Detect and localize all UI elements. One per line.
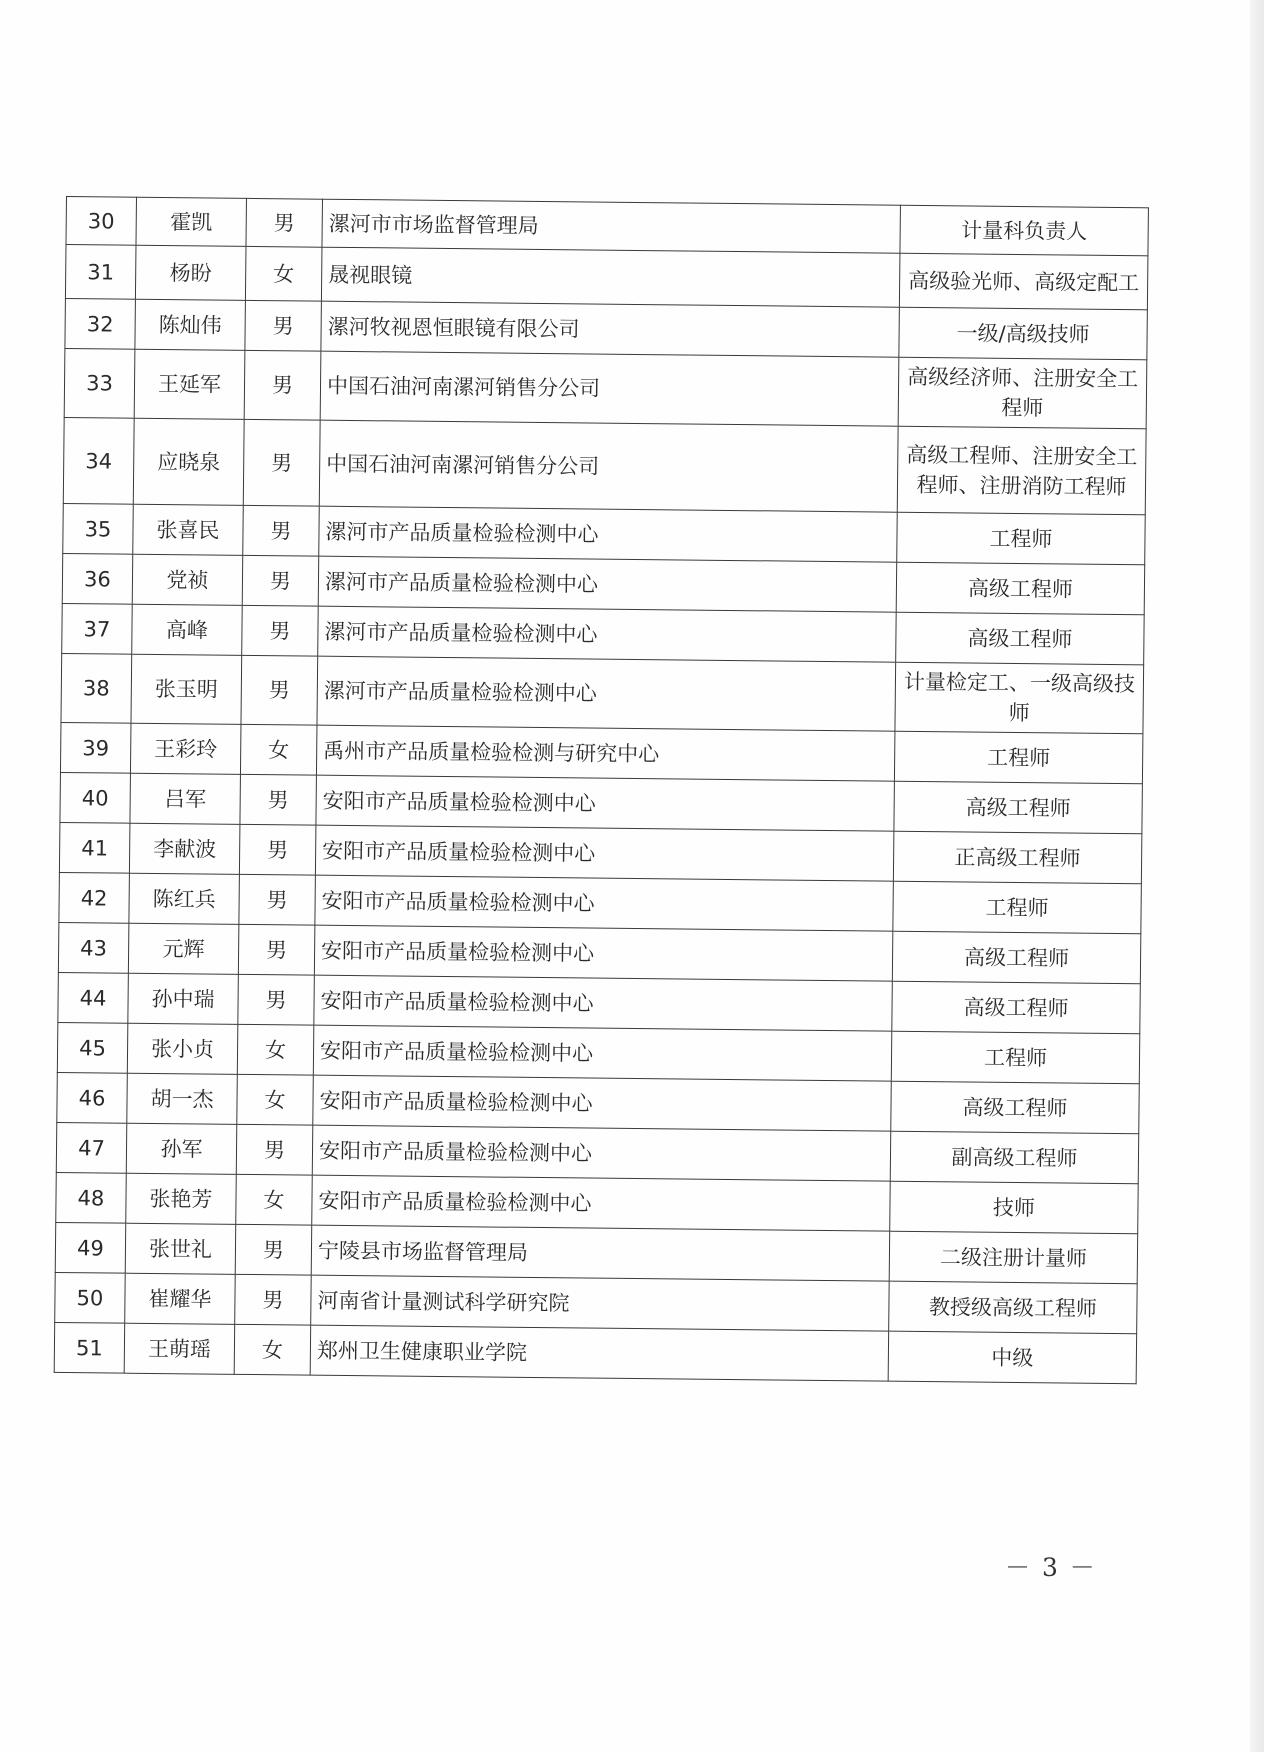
professional-title: 高级工程师、注册安全工程师、注册消防工程师 <box>897 426 1146 515</box>
professional-title: 工程师 <box>897 512 1146 565</box>
gender: 男 <box>239 874 316 925</box>
professional-title: 计量检定工、一级高级技师 <box>895 662 1144 734</box>
row-number: 34 <box>63 417 134 504</box>
professional-title: 中级 <box>888 1331 1137 1384</box>
gender: 男 <box>235 1274 312 1325</box>
row-number: 30 <box>66 197 136 246</box>
person-name: 王延军 <box>134 349 245 419</box>
row-number: 41 <box>59 822 130 873</box>
work-unit: 安阳市产品质量检验检测中心 <box>314 975 892 1031</box>
row-number: 45 <box>57 1022 128 1073</box>
person-name: 元辉 <box>128 923 239 974</box>
row-number: 50 <box>55 1272 126 1323</box>
person-name: 高峰 <box>132 604 243 655</box>
person-name: 杨盼 <box>135 245 246 300</box>
work-unit: 晟视眼镜 <box>321 247 900 307</box>
table-row <box>64 348 1147 428</box>
row-number: 36 <box>62 553 133 604</box>
row-number: 39 <box>60 722 131 773</box>
professional-title: 工程师 <box>893 881 1142 934</box>
professional-title: 高级工程师 <box>896 612 1145 665</box>
gender: 女 <box>237 1074 314 1125</box>
professional-title: 副高级工程师 <box>890 1131 1139 1184</box>
gender: 男 <box>238 974 315 1025</box>
row-number: 44 <box>58 972 129 1023</box>
row-number: 49 <box>55 1222 126 1273</box>
personnel-table <box>54 196 1149 1384</box>
row-number: 38 <box>61 653 132 723</box>
row-number: 47 <box>56 1122 127 1173</box>
person-name: 李献波 <box>129 823 240 874</box>
gender: 男 <box>242 555 319 606</box>
gender: 男 <box>240 774 317 825</box>
person-name: 张世礼 <box>125 1223 236 1274</box>
row-number: 37 <box>62 603 133 654</box>
work-unit: 郑州卫生健康职业学院 <box>310 1325 888 1381</box>
professional-title: 正高级工程师 <box>893 831 1142 884</box>
row-number: 35 <box>63 503 134 554</box>
work-unit: 安阳市产品质量检验检测中心 <box>315 825 893 881</box>
gender: 男 <box>236 1124 313 1175</box>
person-name: 陈灿伟 <box>135 299 246 350</box>
gender: 男 <box>239 824 316 875</box>
work-unit: 漯河市产品质量检验检测中心 <box>317 656 896 731</box>
row-number: 31 <box>65 245 136 300</box>
work-unit: 宁陵县市场监督管理局 <box>311 1225 889 1281</box>
professional-title: 高级工程师 <box>896 562 1145 615</box>
work-unit: 漯河市产品质量检验检测中心 <box>319 506 897 562</box>
work-unit: 中国石油河南漯河销售分公司 <box>320 351 899 426</box>
page-number: － 3 － <box>1005 1553 1097 1582</box>
person-name: 崔耀华 <box>125 1273 236 1324</box>
gender: 男 <box>242 605 319 656</box>
work-unit: 中国石油河南漯河销售分公司 <box>319 420 898 512</box>
person-name: 王萌瑶 <box>124 1323 235 1374</box>
row-number: 33 <box>64 348 135 418</box>
scan-edge-shadow <box>1250 0 1264 1752</box>
table-row <box>54 1322 1136 1383</box>
person-name: 胡一杰 <box>127 1073 238 1124</box>
person-name: 张玉明 <box>131 654 242 724</box>
row-number: 46 <box>57 1072 128 1123</box>
gender: 男 <box>244 350 321 420</box>
professional-title: 教授级高级工程师 <box>889 1281 1138 1334</box>
professional-title: 高级工程师 <box>892 931 1141 984</box>
gender: 男 <box>241 655 318 725</box>
person-name: 陈红兵 <box>129 873 240 924</box>
work-unit: 漯河市产品质量检验检测中心 <box>318 556 896 612</box>
professional-title: 高级工程师 <box>891 1081 1140 1134</box>
person-name: 孙中瑞 <box>128 973 239 1024</box>
professional-title: 高级工程师 <box>894 781 1143 834</box>
gender: 男 <box>246 198 322 247</box>
gender: 男 <box>245 300 322 351</box>
row-number: 40 <box>60 772 131 823</box>
professional-title: 计量科负责人 <box>900 205 1148 256</box>
professional-title: 高级验光师、高级定配工 <box>899 253 1148 310</box>
work-unit: 安阳市产品质量检验检测中心 <box>312 1175 890 1231</box>
work-unit: 漯河牧视恩恒眼镜有限公司 <box>321 301 899 357</box>
person-name: 吕军 <box>130 773 241 824</box>
person-name: 孙军 <box>126 1123 237 1174</box>
work-unit: 安阳市产品质量检验检测中心 <box>313 1025 891 1081</box>
person-name: 霍凯 <box>136 197 246 246</box>
row-number: 43 <box>58 922 129 973</box>
gender: 男 <box>235 1224 312 1275</box>
table-row <box>63 417 1146 514</box>
professional-title: 工程师 <box>894 731 1143 784</box>
table-row <box>61 653 1144 733</box>
person-name: 张艳芳 <box>126 1173 237 1224</box>
gender: 女 <box>245 246 322 301</box>
work-unit: 安阳市产品质量检验检测中心 <box>312 1125 890 1181</box>
work-unit: 漯河市产品质量检验检测中心 <box>318 606 896 662</box>
person-name: 王彩玲 <box>130 723 241 774</box>
work-unit: 漯河市市场监督管理局 <box>322 199 900 253</box>
professional-title: 一级/高级技师 <box>899 307 1148 360</box>
professional-title: 高级工程师 <box>892 981 1141 1034</box>
work-unit: 河南省计量测试科学研究院 <box>311 1275 889 1331</box>
row-number: 48 <box>56 1172 127 1223</box>
gender: 女 <box>236 1174 313 1225</box>
professional-title: 技师 <box>890 1181 1139 1234</box>
gender: 男 <box>243 419 320 506</box>
work-unit: 安阳市产品质量检验检测中心 <box>316 775 894 831</box>
row-number: 51 <box>54 1322 125 1373</box>
work-unit: 禹州市产品质量检验检测与研究中心 <box>316 725 894 781</box>
person-name: 党祯 <box>132 554 243 605</box>
person-name: 张喜民 <box>133 504 244 555</box>
gender: 女 <box>234 1324 311 1375</box>
person-name: 应晓泉 <box>133 418 244 505</box>
row-number: 42 <box>59 872 130 923</box>
row-number: 32 <box>65 298 136 349</box>
professional-title: 工程师 <box>891 1031 1140 1084</box>
professional-title: 二级注册计量师 <box>889 1231 1138 1284</box>
gender: 女 <box>240 724 317 775</box>
work-unit: 安阳市产品质量检验检测中心 <box>313 1075 891 1131</box>
person-name: 张小贞 <box>127 1023 238 1074</box>
work-unit: 安阳市产品质量检验检测中心 <box>314 925 892 981</box>
gender: 男 <box>243 505 320 556</box>
gender: 女 <box>237 1024 314 1075</box>
work-unit: 安阳市产品质量检验检测中心 <box>315 875 893 931</box>
gender: 男 <box>238 924 315 975</box>
professional-title: 高级经济师、注册安全工程师 <box>898 357 1147 429</box>
